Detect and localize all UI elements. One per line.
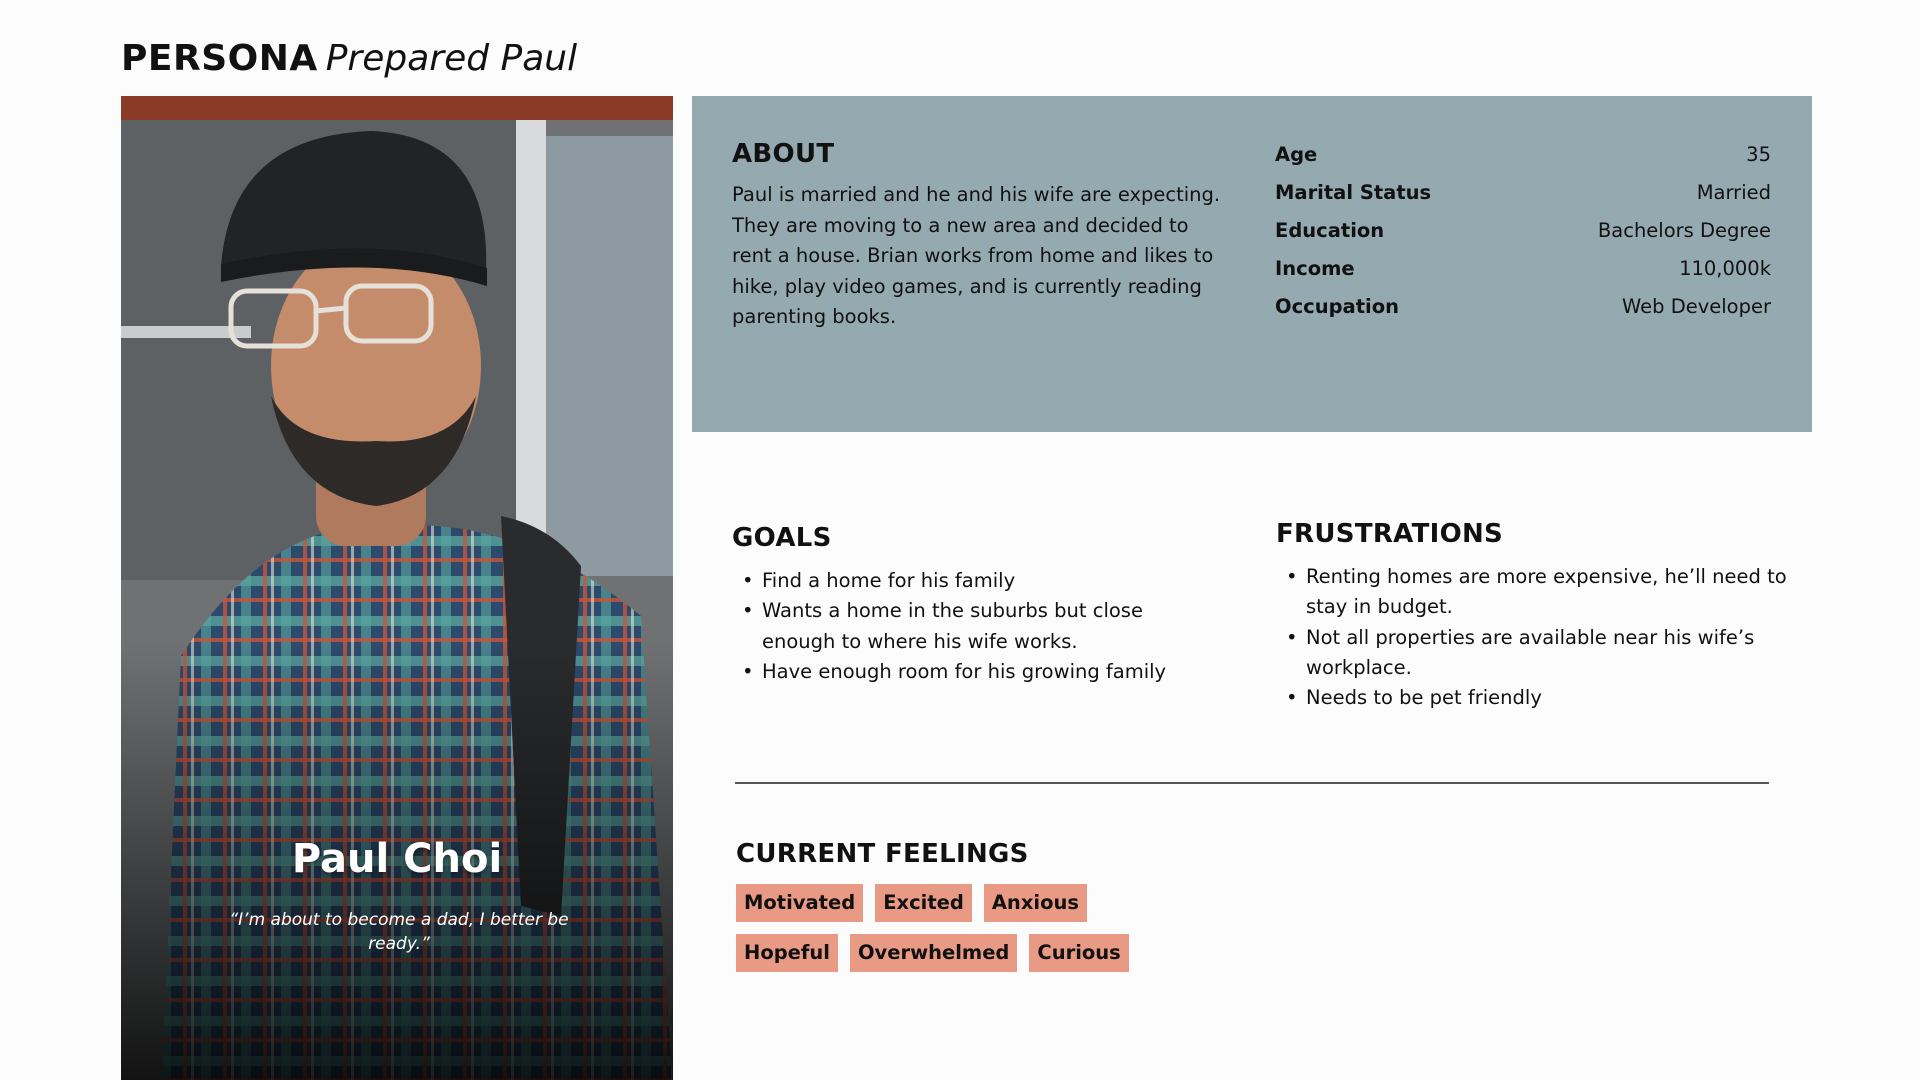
frustration-item: • Renting homes are more expensive, he’ll need to stay in budget. — [1276, 562, 1796, 623]
fact-row-age — [1275, 136, 1771, 174]
title-italic: Prepared Paul — [325, 38, 578, 79]
feeling-tag: Motivated — [736, 884, 863, 922]
persona-name: Paul Choi — [291, 836, 503, 882]
persona-photo — [121, 96, 673, 1080]
feeling-tag: Anxious — [984, 884, 1087, 922]
frustrations-heading: FRUSTRATIONS — [1276, 519, 1504, 549]
page-title — [121, 36, 577, 82]
title-bold: PERSONA — [121, 38, 318, 79]
feeling-tag: Excited — [875, 884, 972, 922]
fact-value: 35 — [1746, 143, 1771, 166]
about-text: Paul is married and he and his wife are expecting. They are moving to a new area and decided to rent a house. Brian works from home and likes to hike, play video games, and is currently reading parenting books. — [732, 183, 1221, 328]
frustrations-list — [1276, 562, 1796, 713]
goals-list — [732, 566, 1222, 687]
fact-row-education — [1275, 212, 1771, 250]
about-heading: ABOUT — [732, 139, 835, 169]
fact-row-marital-status — [1275, 174, 1771, 212]
fact-label: Education — [1275, 219, 1385, 242]
persona-quote: “I’m about to become a dad, I better be ready.” — [229, 910, 569, 954]
fact-label: Income — [1275, 257, 1355, 280]
goal-item: • Have enough room for his growing family — [732, 657, 1222, 687]
goals-heading: GOALS — [732, 523, 832, 553]
fact-label: Occupation — [1275, 295, 1399, 318]
fact-label: Age — [1275, 143, 1318, 166]
frustration-item: • Needs to be pet friendly — [1276, 683, 1796, 713]
fact-value: 110,000k — [1679, 257, 1771, 280]
fact-label: Marital Status — [1275, 181, 1432, 204]
frustrations-section — [1276, 518, 1796, 713]
feeling-tag: Overwhelmed — [850, 934, 1017, 972]
section-divider — [735, 782, 1769, 784]
frustration-item: • Not all properties are available near his wife’s workplace. — [1276, 623, 1796, 684]
feeling-tag: Hopeful — [736, 934, 838, 972]
feelings-heading: CURRENT FEELINGS — [736, 839, 1029, 869]
fact-row-income — [1275, 250, 1771, 288]
persona-facts — [1275, 136, 1771, 326]
feeling-tag: Curious — [1029, 934, 1128, 972]
about-panel — [692, 96, 1812, 432]
fact-value: Bachelors Degree — [1597, 219, 1771, 242]
feelings-section — [736, 838, 1636, 972]
fact-row-occupation — [1275, 288, 1771, 326]
feelings-tags — [736, 884, 1156, 972]
goal-item: • Wants a home in the suburbs but close enough to where his wife works. — [732, 596, 1222, 657]
fact-value: Married — [1696, 181, 1771, 204]
goals-section — [732, 522, 1222, 687]
fact-value: Web Developer — [1621, 295, 1771, 318]
goal-item: • Find a home for his family — [732, 566, 1222, 596]
